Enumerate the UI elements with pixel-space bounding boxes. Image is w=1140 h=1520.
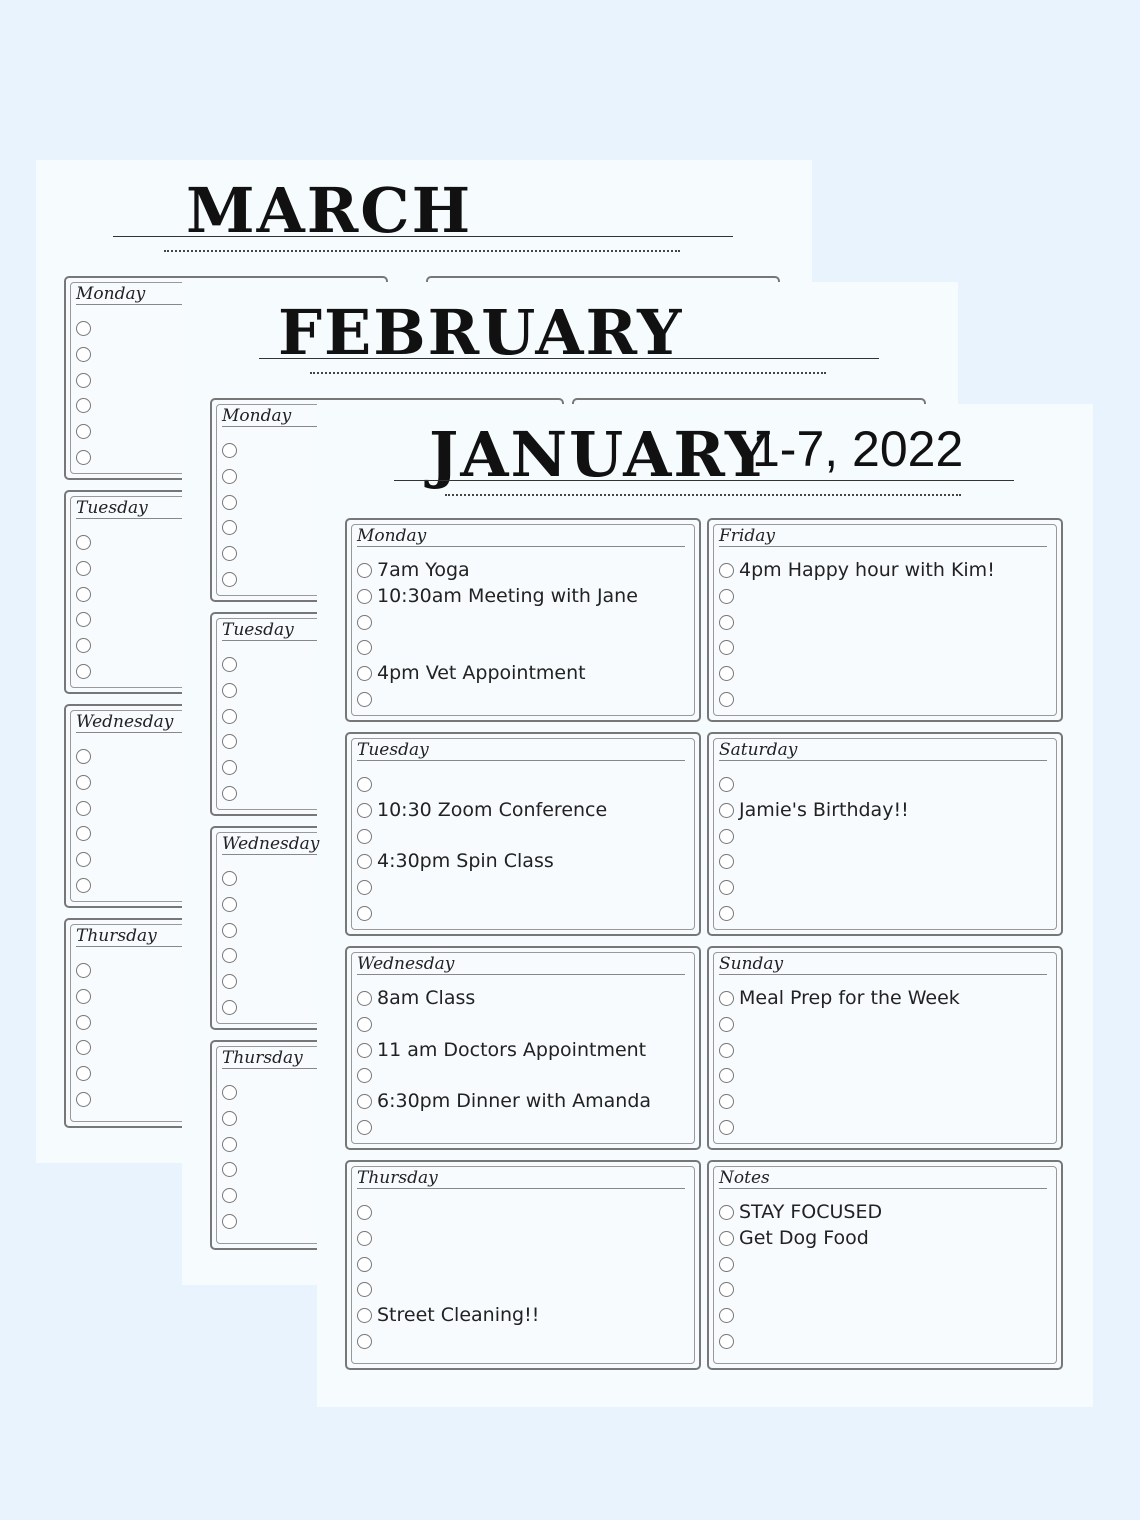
day-box-notes bbox=[707, 1160, 1063, 1370]
checklist-item bbox=[719, 586, 1051, 612]
checkbox-circle-icon[interactable] bbox=[719, 1068, 734, 1083]
checkbox-circle-icon[interactable] bbox=[222, 897, 237, 912]
task-text: 10:30am Meeting with Jane bbox=[377, 584, 638, 607]
checklist-item bbox=[76, 370, 376, 396]
checkbox-circle-icon[interactable] bbox=[357, 615, 372, 630]
checklist-item bbox=[719, 689, 1051, 715]
checkbox-circle-icon[interactable] bbox=[357, 829, 372, 844]
checkbox-circle-icon[interactable] bbox=[357, 589, 372, 604]
checkbox-circle-icon[interactable] bbox=[76, 1015, 91, 1030]
checkbox-circle-icon[interactable] bbox=[222, 1137, 237, 1152]
checklist-item bbox=[357, 1065, 689, 1091]
checklist-item bbox=[357, 560, 689, 586]
checklist-item bbox=[357, 612, 689, 638]
checkbox-circle-icon[interactable] bbox=[357, 1334, 372, 1349]
checkbox-circle-icon[interactable] bbox=[357, 803, 372, 818]
checkbox-circle-icon[interactable] bbox=[719, 1308, 734, 1323]
checklist-item bbox=[719, 1014, 1051, 1040]
checkbox-circle-icon[interactable] bbox=[76, 664, 91, 679]
checkbox-circle-icon[interactable] bbox=[719, 1231, 734, 1246]
checkbox-circle-icon[interactable] bbox=[719, 1282, 734, 1297]
checkbox-circle-icon[interactable] bbox=[76, 424, 91, 439]
day-label: Wednesday bbox=[222, 834, 320, 854]
checkbox-circle-icon[interactable] bbox=[357, 1308, 372, 1323]
day-label: Monday bbox=[222, 406, 292, 426]
title-dotted-rule bbox=[310, 372, 826, 374]
checkbox-circle-icon[interactable] bbox=[719, 1205, 734, 1220]
checkbox-circle-icon[interactable] bbox=[222, 1111, 237, 1126]
checkbox-circle-icon[interactable] bbox=[719, 615, 734, 630]
checklist-item bbox=[357, 1331, 689, 1357]
checkbox-circle-icon[interactable] bbox=[76, 347, 91, 362]
checkbox-circle-icon[interactable] bbox=[357, 1094, 372, 1109]
checklist-item bbox=[719, 637, 1051, 663]
checkbox-circle-icon[interactable] bbox=[719, 1017, 734, 1032]
checkbox-circle-icon[interactable] bbox=[222, 974, 237, 989]
checklist-item bbox=[357, 800, 689, 826]
checkbox-circle-icon[interactable] bbox=[222, 1188, 237, 1203]
checkbox-circle-icon[interactable] bbox=[222, 1214, 237, 1229]
checklist-item bbox=[719, 800, 1051, 826]
checkbox-circle-icon[interactable] bbox=[719, 1043, 734, 1058]
checkbox-circle-icon[interactable] bbox=[76, 775, 91, 790]
task-text: 4:30pm Spin Class bbox=[377, 850, 554, 873]
checkbox-circle-icon[interactable] bbox=[222, 657, 237, 672]
checkbox-circle-icon[interactable] bbox=[222, 572, 237, 587]
checkbox-circle-icon[interactable] bbox=[357, 1068, 372, 1083]
checkbox-circle-icon[interactable] bbox=[76, 989, 91, 1004]
page-title: MARCH bbox=[186, 174, 473, 247]
checkbox-circle-icon[interactable] bbox=[719, 589, 734, 604]
checklist-item bbox=[719, 1065, 1051, 1091]
checkbox-circle-icon[interactable] bbox=[719, 1120, 734, 1135]
checklist-item bbox=[719, 1202, 1051, 1228]
day-label: Wednesday bbox=[357, 954, 455, 974]
checkbox-circle-icon[interactable] bbox=[719, 1334, 734, 1349]
checklist-item bbox=[719, 1254, 1051, 1280]
checklist-item bbox=[357, 851, 689, 877]
page-title: FEBRUARY bbox=[278, 296, 684, 369]
checklist-item bbox=[357, 637, 689, 663]
checklist-item bbox=[719, 1331, 1051, 1357]
day-label: Saturday bbox=[719, 740, 798, 760]
checkbox-circle-icon[interactable] bbox=[76, 963, 91, 978]
checkbox-circle-icon[interactable] bbox=[222, 709, 237, 724]
task-text: 11 am Doctors Appointment bbox=[377, 1038, 647, 1061]
checkbox-circle-icon[interactable] bbox=[76, 1066, 91, 1081]
checkbox-circle-icon[interactable] bbox=[719, 829, 734, 844]
checkbox-circle-icon[interactable] bbox=[357, 906, 372, 921]
day-label: Friday bbox=[719, 526, 775, 546]
checklist-item bbox=[357, 988, 689, 1014]
checklist-item bbox=[719, 1279, 1051, 1305]
checklist-item bbox=[357, 826, 689, 852]
checklist-item bbox=[719, 560, 1051, 586]
checkbox-circle-icon[interactable] bbox=[76, 535, 91, 550]
checkbox-circle-icon[interactable] bbox=[719, 666, 734, 681]
checklist-item bbox=[357, 774, 689, 800]
day-label: Thursday bbox=[222, 1048, 303, 1068]
day-label: Wednesday bbox=[76, 712, 174, 732]
task-text: 7am Yoga bbox=[377, 559, 470, 581]
checkbox-circle-icon[interactable] bbox=[719, 880, 734, 895]
checkbox-circle-icon[interactable] bbox=[76, 1040, 91, 1055]
checkbox-circle-icon[interactable] bbox=[76, 587, 91, 602]
checkbox-circle-icon[interactable] bbox=[719, 906, 734, 921]
task-text: 4pm Vet Appointment bbox=[377, 662, 586, 685]
checklist-item bbox=[719, 1091, 1051, 1117]
checklist-item bbox=[719, 612, 1051, 638]
checklist-item bbox=[357, 1091, 689, 1117]
day-label: Tuesday bbox=[222, 620, 294, 640]
checkbox-circle-icon[interactable] bbox=[76, 826, 91, 841]
checkbox-circle-icon[interactable] bbox=[76, 450, 91, 465]
checkbox-circle-icon[interactable] bbox=[719, 803, 734, 818]
checkbox-circle-icon[interactable] bbox=[357, 1017, 372, 1032]
checkbox-circle-icon[interactable] bbox=[222, 546, 237, 561]
checkbox-circle-icon[interactable] bbox=[719, 1094, 734, 1109]
checklist-item bbox=[357, 1117, 689, 1143]
checkbox-circle-icon[interactable] bbox=[357, 777, 372, 792]
checkbox-circle-icon[interactable] bbox=[222, 469, 237, 484]
checkbox-circle-icon[interactable] bbox=[76, 612, 91, 627]
checklist-item bbox=[357, 663, 689, 689]
checklist-item bbox=[357, 903, 689, 929]
checkbox-circle-icon[interactable] bbox=[76, 561, 91, 576]
task-text: Jamie's Birthday!! bbox=[739, 798, 909, 821]
checkbox-circle-icon[interactable] bbox=[719, 640, 734, 655]
checkbox-circle-icon[interactable] bbox=[222, 1162, 237, 1177]
task-text: Get Dog Food bbox=[739, 1226, 869, 1249]
checklist-item bbox=[357, 1040, 689, 1066]
checkbox-circle-icon[interactable] bbox=[76, 852, 91, 867]
checklist-item bbox=[357, 1014, 689, 1040]
checkbox-circle-icon[interactable] bbox=[222, 734, 237, 749]
day-label: Tuesday bbox=[357, 740, 429, 760]
checkbox-circle-icon[interactable] bbox=[357, 1205, 372, 1220]
checkbox-circle-icon[interactable] bbox=[357, 1120, 372, 1135]
checkbox-circle-icon[interactable] bbox=[357, 854, 372, 869]
checkbox-circle-icon[interactable] bbox=[222, 871, 237, 886]
day-label: Thursday bbox=[357, 1168, 438, 1188]
checklist-item bbox=[357, 1202, 689, 1228]
checkbox-circle-icon[interactable] bbox=[719, 563, 734, 578]
checkbox-circle-icon[interactable] bbox=[222, 948, 237, 963]
checklist-item bbox=[357, 1228, 689, 1254]
page-title: JANUARY bbox=[429, 418, 772, 491]
title-rule bbox=[113, 236, 733, 237]
checklist-item bbox=[719, 774, 1051, 800]
checkbox-circle-icon[interactable] bbox=[222, 683, 237, 698]
task-text: STAY FOCUSED bbox=[739, 1201, 883, 1223]
checkbox-circle-icon[interactable] bbox=[357, 1231, 372, 1246]
checklist-item bbox=[76, 344, 376, 370]
checkbox-circle-icon[interactable] bbox=[222, 1085, 237, 1100]
checkbox-circle-icon[interactable] bbox=[76, 749, 91, 764]
checklist-item bbox=[222, 466, 552, 492]
checkbox-circle-icon[interactable] bbox=[719, 1257, 734, 1272]
day-box-saturday bbox=[707, 732, 1063, 936]
checkbox-circle-icon[interactable] bbox=[76, 373, 91, 388]
checkbox-circle-icon[interactable] bbox=[357, 692, 372, 707]
checklist-item bbox=[222, 440, 552, 466]
checklist-item bbox=[357, 1279, 689, 1305]
checkbox-circle-icon[interactable] bbox=[357, 1257, 372, 1272]
checklist-item bbox=[357, 1305, 689, 1331]
checkbox-circle-icon[interactable] bbox=[222, 1000, 237, 1015]
checkbox-circle-icon[interactable] bbox=[76, 1092, 91, 1107]
day-label: Sunday bbox=[719, 954, 784, 974]
checkbox-circle-icon[interactable] bbox=[357, 563, 372, 578]
checklist-item bbox=[719, 826, 1051, 852]
checklist-item bbox=[719, 988, 1051, 1014]
checkbox-circle-icon[interactable] bbox=[222, 443, 237, 458]
day-box-friday bbox=[707, 518, 1063, 722]
checklist-item bbox=[719, 877, 1051, 903]
checklist-item bbox=[719, 1305, 1051, 1331]
checklist-item bbox=[357, 689, 689, 715]
checkbox-circle-icon[interactable] bbox=[222, 786, 237, 801]
day-label: Monday bbox=[76, 284, 146, 304]
task-text: 8am Class bbox=[377, 987, 476, 1009]
checklist-item bbox=[357, 1254, 689, 1280]
checkbox-circle-icon[interactable] bbox=[76, 878, 91, 893]
checklist-item bbox=[357, 586, 689, 612]
checkbox-circle-icon[interactable] bbox=[222, 495, 237, 510]
task-text: 6:30pm Dinner with Amanda bbox=[377, 1090, 652, 1113]
checkbox-circle-icon[interactable] bbox=[222, 923, 237, 938]
day-box-sunday bbox=[707, 946, 1063, 1150]
checkbox-circle-icon[interactable] bbox=[357, 1282, 372, 1297]
checkbox-circle-icon[interactable] bbox=[76, 638, 91, 653]
checkbox-circle-icon[interactable] bbox=[222, 760, 237, 775]
checklist-item bbox=[222, 492, 552, 518]
checkbox-circle-icon[interactable] bbox=[357, 640, 372, 655]
checkbox-circle-icon[interactable] bbox=[719, 777, 734, 792]
checkbox-circle-icon[interactable] bbox=[357, 991, 372, 1006]
checkbox-circle-icon[interactable] bbox=[719, 692, 734, 707]
checkbox-circle-icon[interactable] bbox=[719, 854, 734, 869]
checklist-item bbox=[76, 318, 376, 344]
checklist-item bbox=[357, 877, 689, 903]
checklist-item bbox=[719, 851, 1051, 877]
checklist-item bbox=[719, 1040, 1051, 1066]
date-range: 1-7, 2022 bbox=[752, 421, 964, 477]
checkbox-circle-icon[interactable] bbox=[719, 991, 734, 1006]
checklist-item bbox=[719, 1117, 1051, 1143]
checklist-item bbox=[719, 1228, 1051, 1254]
day-label: Tuesday bbox=[76, 498, 148, 518]
checkbox-circle-icon[interactable] bbox=[222, 520, 237, 535]
checkbox-circle-icon[interactable] bbox=[76, 398, 91, 413]
task-text: 10:30 Zoom Conference bbox=[377, 798, 608, 821]
checkbox-circle-icon[interactable] bbox=[76, 321, 91, 336]
checklist-item bbox=[719, 663, 1051, 689]
day-label: Monday bbox=[357, 526, 427, 546]
task-text: 4pm Happy hour with Kim! bbox=[739, 559, 995, 581]
checklist-item bbox=[719, 903, 1051, 929]
checkbox-circle-icon[interactable] bbox=[76, 801, 91, 816]
title-dotted-rule bbox=[164, 250, 680, 252]
day-label: Notes bbox=[719, 1168, 770, 1188]
checkbox-circle-icon[interactable] bbox=[357, 1043, 372, 1058]
checkbox-circle-icon[interactable] bbox=[357, 666, 372, 681]
day-label: Thursday bbox=[76, 926, 157, 946]
task-text: Meal Prep for the Week bbox=[739, 987, 960, 1009]
task-text: Street Cleaning!! bbox=[377, 1304, 540, 1327]
checkbox-circle-icon[interactable] bbox=[357, 880, 372, 895]
